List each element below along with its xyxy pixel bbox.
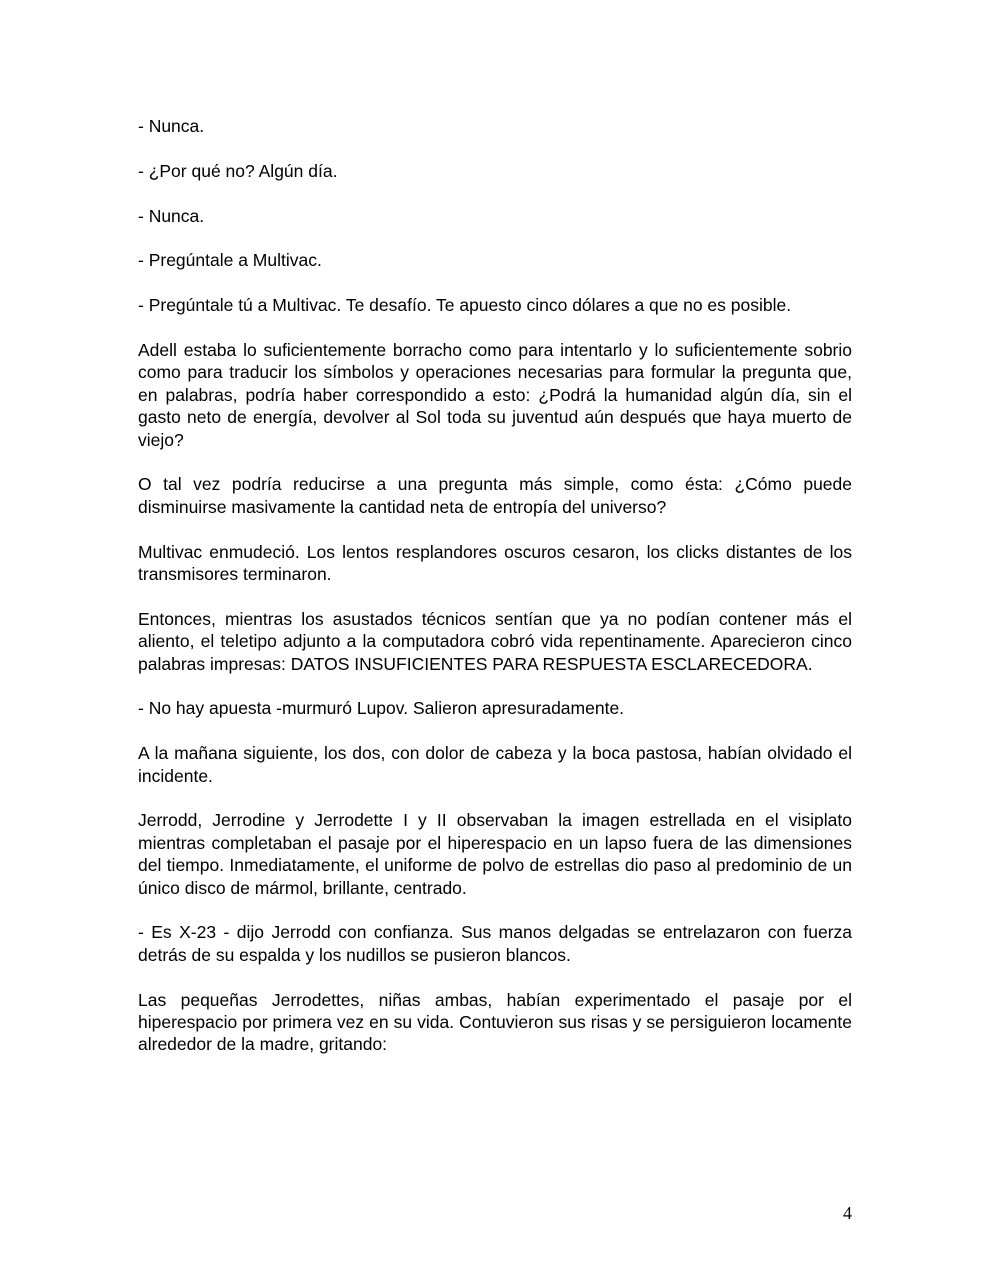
paragraph: - Es X-23 - dijo Jerrodd con confianza. Sus manos delgadas se entrelazaron con fuerza detrás de su espalda y los nudillos se pusieron blancos. — [138, 922, 852, 965]
paragraph: - No hay apuesta -murmuró Lupov. Salieron apresuradamente. — [138, 698, 625, 719]
paragraph: - Pregúntale tú a Multivac. Te desafío. Te apuesto cinco dólares a que no es posible. — [138, 295, 792, 316]
paragraph: O tal vez podría reducirse a una pregunta más simple, como ésta: ¿Cómo puede disminuirse masivamente la cantidad neta de entropía del universo? — [138, 474, 852, 517]
paragraph: - Pregúntale a Multivac. — [138, 250, 322, 271]
paragraph: Entonces, mientras los asustados técnicos sentían que ya no podían contener más el aliento, el teletipo adjunto a la computadora cobró vida repentinamente. Aparecieron cinco palabras impresas: DATOS INSUFICIENTES PARA RESPUESTA ESCLARECEDORA. — [138, 608, 852, 674]
page-number: 4 — [843, 1203, 852, 1223]
paragraph: - Nunca. — [138, 205, 205, 226]
body-text — [138, 115, 852, 1078]
paragraph: Jerrodd, Jerrodine y Jerrodette I y II observaban la imagen estrellada en el visiplato mientras completaban el pasaje por el hiperespacio en un lapso fuera de las dimensiones del tiempo. Inmediatamente, el uniforme de polvo de estrellas dio paso al predominio de un único disco de mármol, brillante, centrado. — [138, 810, 852, 898]
paragraph: A la mañana siguiente, los dos, con dolor de cabeza y la boca pastosa, habían olvidado el incidente. — [138, 743, 852, 786]
paragraph: - Nunca. — [138, 116, 205, 136]
paragraph: Adell estaba lo suficientemente borracho como para intentarlo y lo suficientemente sobrio como para traducir los símbolos y operaciones necesarias para formular la pregunta que, en palabras, podría haber correspondido a esto: ¿Podrá la humanidad algún día, sin el gasto neto de energía, devolver al Sol toda su juventud aún después que haya muerto de viejo? — [138, 339, 852, 450]
paragraph: Las pequeñas Jerrodettes, niñas ambas, habían experimentado el pasaje por el hiperespacio por primera vez en su vida. Contuvieron sus risas y se persiguieron locamente alrededor de la madre, gritando: — [138, 989, 852, 1055]
paragraph: Multivac enmudeció. Los lentos resplandores oscuros cesaron, los clicks distantes de los transmisores terminaron. — [138, 541, 852, 585]
paragraph: - ¿Por qué no? Algún día. — [138, 160, 338, 181]
